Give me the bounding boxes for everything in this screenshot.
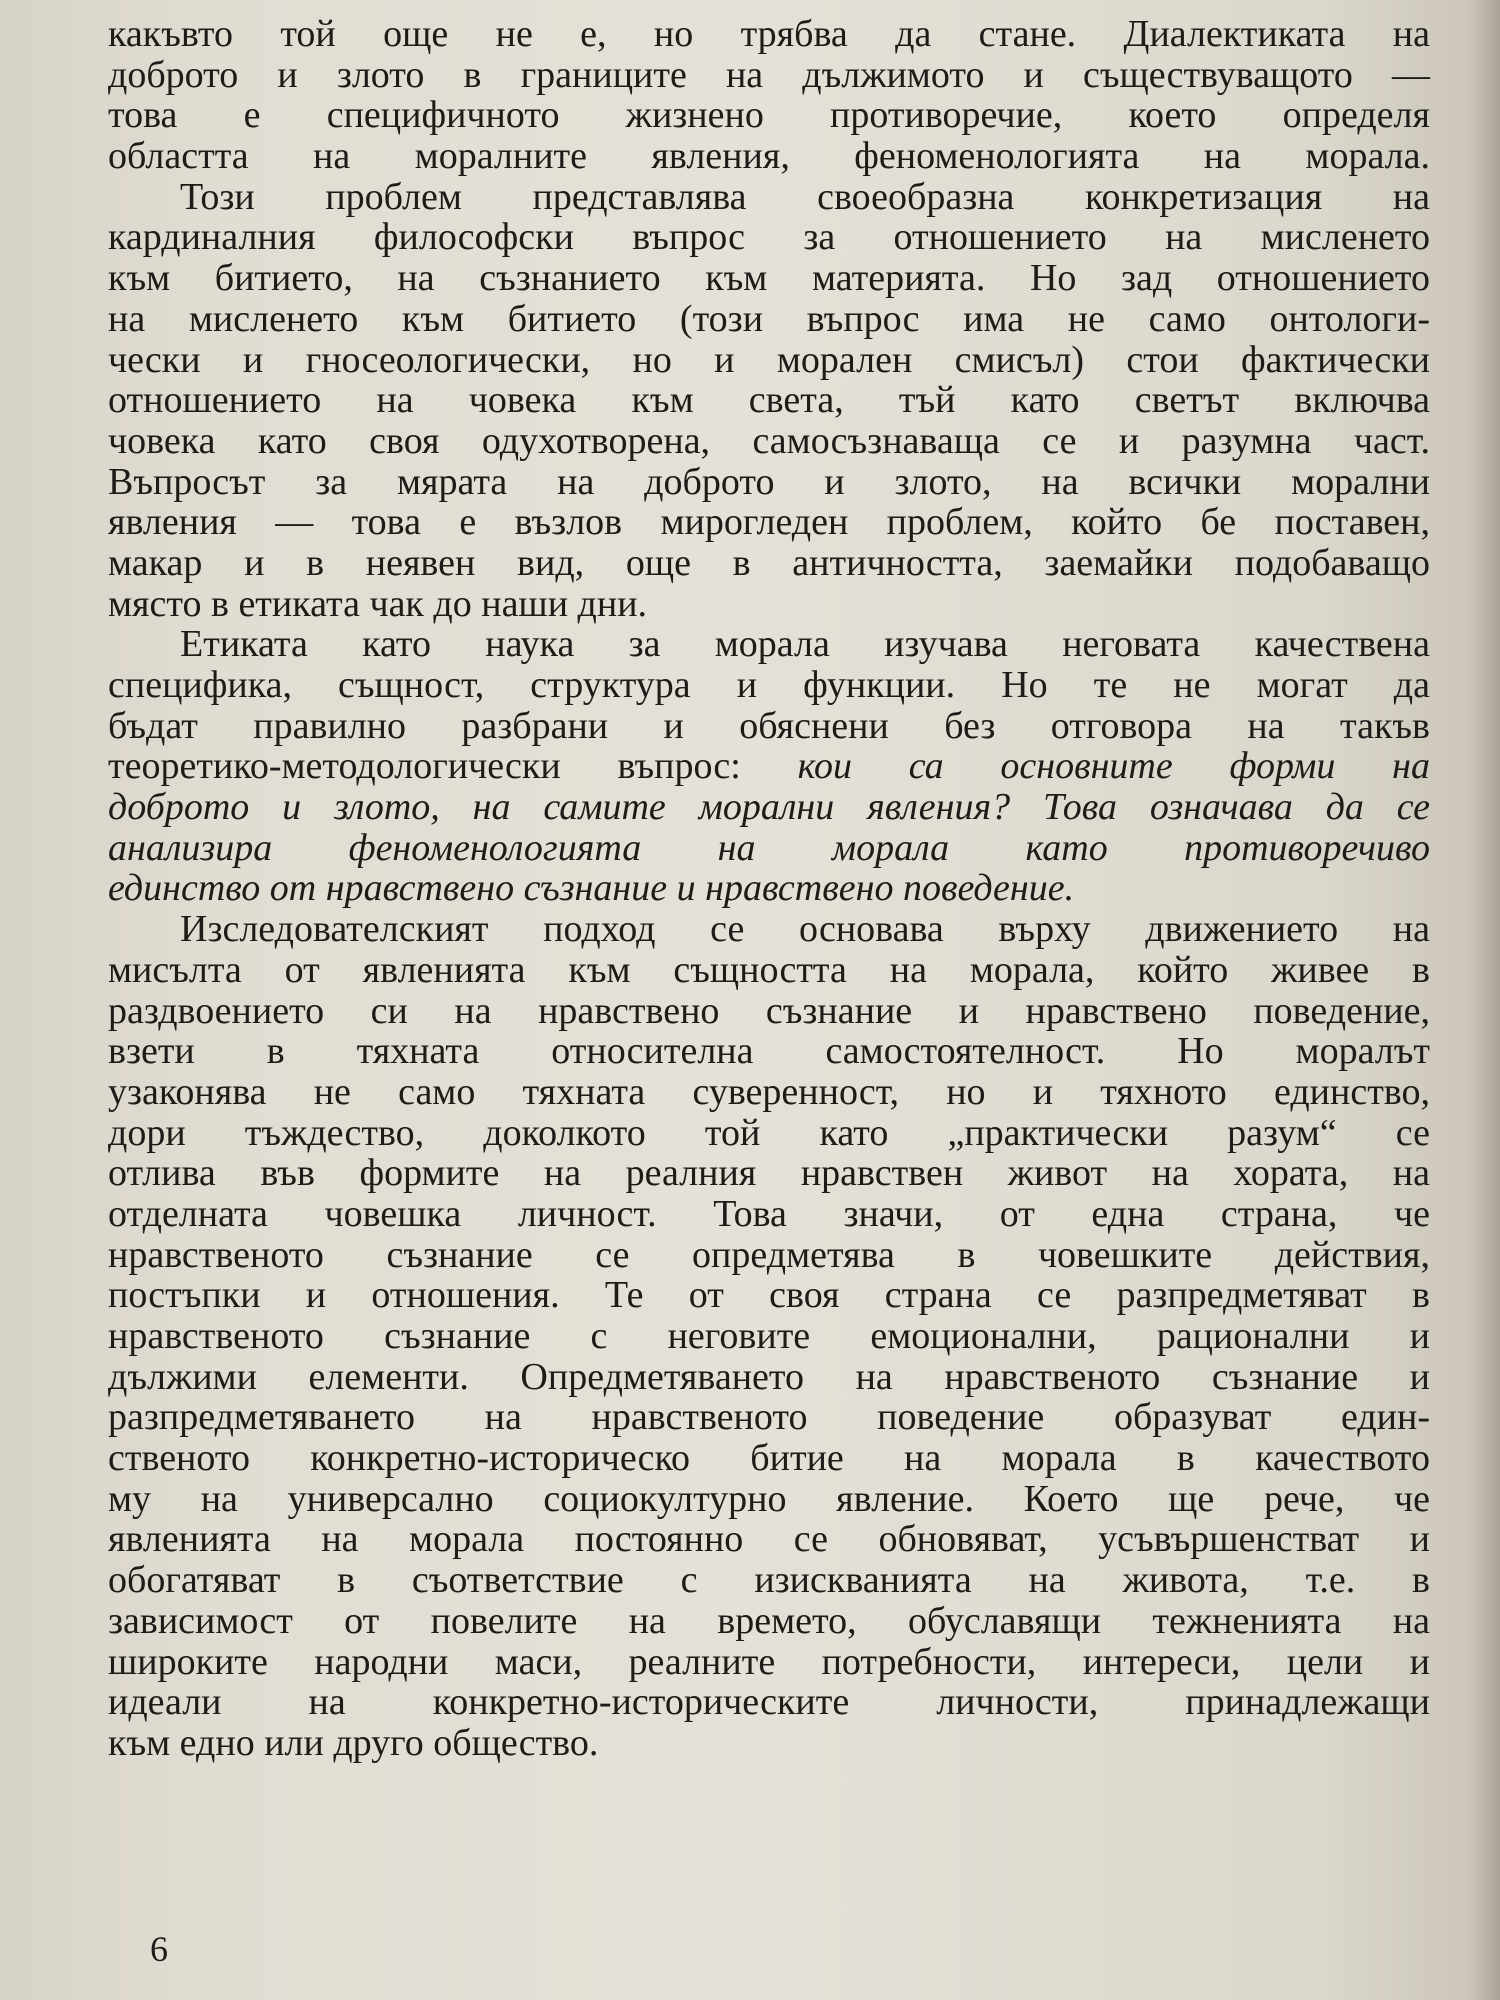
text-line: явления — това е възлов мирогледен проблем, който бе поставен, (108, 501, 1430, 544)
italic-line (108, 787, 1430, 828)
body-text (108, 14, 1430, 1764)
italic-text: единство от нравствено съзнание и нравствено поведение. (108, 867, 1075, 910)
paragraph-3 (108, 624, 1430, 909)
text-line: постъпки и отношения. Те от своя страна се разпредметяват в (108, 1274, 1430, 1317)
text-line: чески и гносеологически, но и морален смисъл) стои фактически (108, 338, 1430, 381)
text-line: човека като своя одухотворена, самосъзнаваща се и разумна част. (108, 419, 1430, 462)
page-number: 6 (150, 1929, 168, 1969)
text-line-mixed (108, 746, 1430, 787)
text-line: макар и в неявен вид, още в античността, заемайки подобаващо (108, 541, 1430, 584)
text-line: отлива във формите на реалния нравствен живот на хората, на (108, 1152, 1430, 1195)
text-line: раздвоението си на нравствено съзнание и нравствено поведение, (108, 989, 1430, 1032)
text-line: разпредметяването на нравственото поведение образуват един- (108, 1396, 1430, 1439)
text-line: специфика, същност, структура и функции. Но те не могат да (108, 664, 1430, 706)
text-line: нравственото съзнание с неговите емоционални, рационални и (108, 1315, 1430, 1357)
text-line: към едно или друго общество. (108, 1721, 599, 1764)
text-line: взети в тяхната относителна самостоятелност. Но моралът (108, 1030, 1430, 1073)
italic-line (108, 868, 1430, 909)
text-line: мисълта от явленията към същността на морала, който живее в (108, 948, 1430, 991)
text-line: доброто и злото в границите на дължимото и съществуващото — (108, 53, 1430, 96)
text-line: явленията на морала постоянно се обновяват, усъвършенстват и (108, 1518, 1430, 1561)
text-line: какъвто той още не е, но трябва да стане. Диалектиката на (108, 13, 1430, 55)
text-line: идеали на конкретно-историческите личности, принадлежащи (108, 1681, 1430, 1724)
italic-text: анализира феноменологията на морала като противоречиво (108, 826, 1430, 869)
text-line: към битието, на съзнанието към материята. Но зад отношението (108, 257, 1430, 300)
text-line: отношението на човека към света, тъй като светът включва (108, 379, 1430, 422)
text-line: дължими елементи. Опредметяването на нравственото съзнание и (108, 1355, 1430, 1398)
text-line: нравственото съзнание се опредметява в човешките действия, (108, 1233, 1430, 1276)
italic-line (108, 828, 1430, 869)
text-line: Този проблем представлява своеобразна конкретизация на (180, 175, 1430, 218)
paragraph-4 (108, 909, 1430, 1763)
text-line: отделната човешка личност. Това значи, от една страна, че (108, 1192, 1430, 1235)
paragraph-1 (108, 14, 1430, 177)
text-line: Изследователският подход се основава върху движението на (180, 908, 1430, 951)
text-line: областта на моралните явления, феноменологията на морала. (108, 135, 1430, 178)
paragraph-2 (108, 177, 1430, 625)
text-line: кардиналния философски въпрос за отношението на мисленето (108, 216, 1430, 259)
italic-text: кои са основните форми на (797, 745, 1430, 788)
text-line: узаконява не само тяхната суверенност, но и тяхното единство, (108, 1070, 1430, 1113)
text-line: на мисленето към битието (този въпрос има не само онтологи- (108, 297, 1430, 340)
italic-text: доброто и злото, на самите морални явления? Това означава да се (108, 786, 1430, 829)
page-edge-shadow (1470, 0, 1500, 2000)
text-line: зависимост от повелите на времето, обуславящи тежненията на (108, 1599, 1430, 1642)
text-line: дори тъждество, доколкото той като „практически разум“ се (108, 1111, 1430, 1154)
text-line: Въпросът за мярата на доброто и злото, на всички морални (108, 460, 1430, 503)
text-line: бъдат правилно разбрани и обяснени без отговора на такъв (108, 704, 1430, 747)
text-line: широките народни маси, реалните потребности, интереси, цели и (108, 1640, 1430, 1683)
text-segment: теоретико-методологически въпрос: (108, 745, 741, 788)
text-line: ственото конкретно-историческо битие на морала в качеството (108, 1437, 1430, 1480)
text-line: му на универсално социокултурно явление. Което ще рече, че (108, 1477, 1430, 1520)
text-line: място в етиката чак до наши дни. (108, 582, 648, 625)
text-line: обогатяват в съответствие с изискванията на живота, т.е. в (108, 1559, 1430, 1602)
text-line: Етиката като наука за морала изучава неговата качествена (180, 623, 1430, 666)
text-line: това е специфичното жизнено противоречие, което определя (108, 94, 1430, 137)
